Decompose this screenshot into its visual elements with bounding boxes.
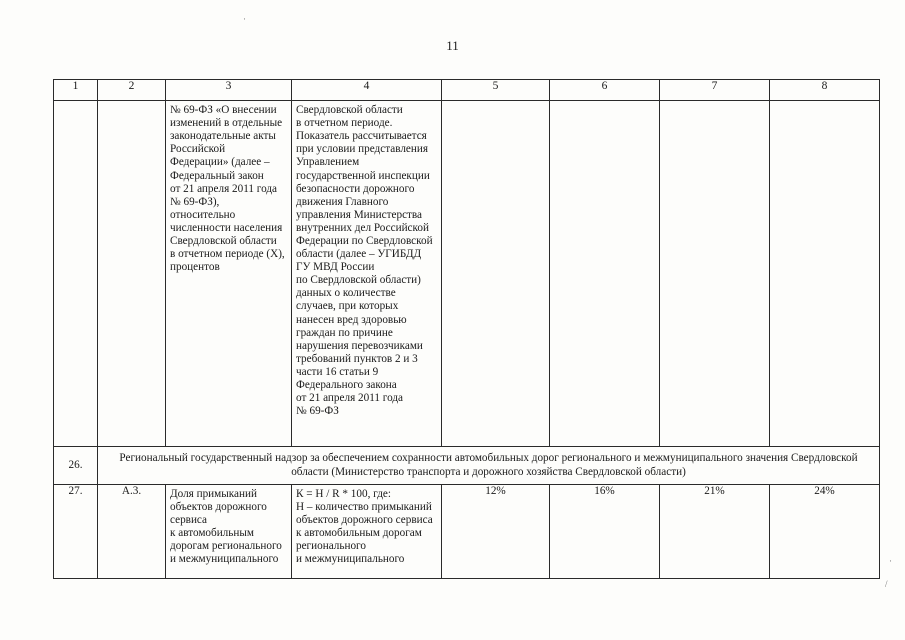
header-cell: 6	[550, 80, 660, 101]
calculation-method-cell	[292, 101, 442, 447]
empty-cell	[550, 101, 660, 447]
header-cell: 3	[166, 80, 292, 101]
row-code: А.3.	[98, 484, 166, 578]
table-row-section	[54, 447, 880, 484]
header-cell: 8	[770, 80, 880, 101]
empty-cell	[442, 101, 550, 447]
header-cell: 1	[54, 80, 98, 101]
table-header-row	[54, 80, 880, 101]
indicators-table	[53, 79, 880, 579]
empty-cell	[770, 101, 880, 447]
value-cell: 16%	[550, 484, 660, 578]
indicator-name-text: № 69-ФЗ «О внесении изменений в отдельные законодательные акты Российской Федерации» (далее – Федеральный закон от 21 апреля 2011 года № 69-ФЗ), относительно численности населения Свердловской области в отчетном периоде (X), процентов	[170, 104, 285, 274]
indicator-name-cell	[166, 101, 292, 447]
table-row	[54, 484, 880, 578]
value-cell: 21%	[660, 484, 770, 578]
table-row-continuation	[54, 101, 880, 447]
page-number: 11	[446, 38, 459, 53]
empty-cell	[660, 101, 770, 447]
empty-cell	[54, 101, 98, 447]
formula-text: К = Н / R * 100, где: Н – количество примыканий объектов дорожного сервиса к автомобильным дорогам регионального и межмуниципального	[296, 487, 433, 566]
section-title: Региональный государственный надзор за обеспечением сохранности автомобильных дорог регионального и межмуниципального значения Свердловской области (Министерство транспорта и дорожного хозяйства Свердловской области)	[98, 447, 880, 484]
header-cell: 2	[98, 80, 166, 101]
scan-speck: ·	[889, 556, 892, 566]
header-cell: 4	[292, 80, 442, 101]
header-cell: 7	[660, 80, 770, 101]
indicator-name-cell	[166, 484, 292, 578]
calculation-method-text: Свердловской области в отчетном периоде. Показатель рассчитывается при условии представления Управлением государственной инспекции безопасности дорожного движения Главного управления Министерства внутренних дел Российской Федерации по Свердловской области (далее – УГИБДД ГУ МВД России по Свердловской области) данных о количестве случаев, при которых нанесен вред здоровью граждан по причине нарушения перевозчиками требований пунктов 2 и 3 части 16 статьи 9 Федерального закона от 21 апреля 2011 года № 69-ФЗ	[296, 104, 433, 418]
calculation-method-cell	[292, 484, 442, 578]
indicator-name-text: Доля примыканий объектов дорожного сервиса к автомобильным дорогам регионального и межмуниципального	[170, 487, 282, 566]
row-number: 27.	[54, 484, 98, 578]
header-cell: 5	[442, 80, 550, 101]
empty-cell	[98, 101, 166, 447]
value-cell: 12%	[442, 484, 550, 578]
value-cell: 24%	[770, 484, 880, 578]
section-number: 26.	[54, 447, 98, 484]
scan-speck: ·	[243, 14, 246, 24]
scan-speck: /	[885, 579, 888, 589]
